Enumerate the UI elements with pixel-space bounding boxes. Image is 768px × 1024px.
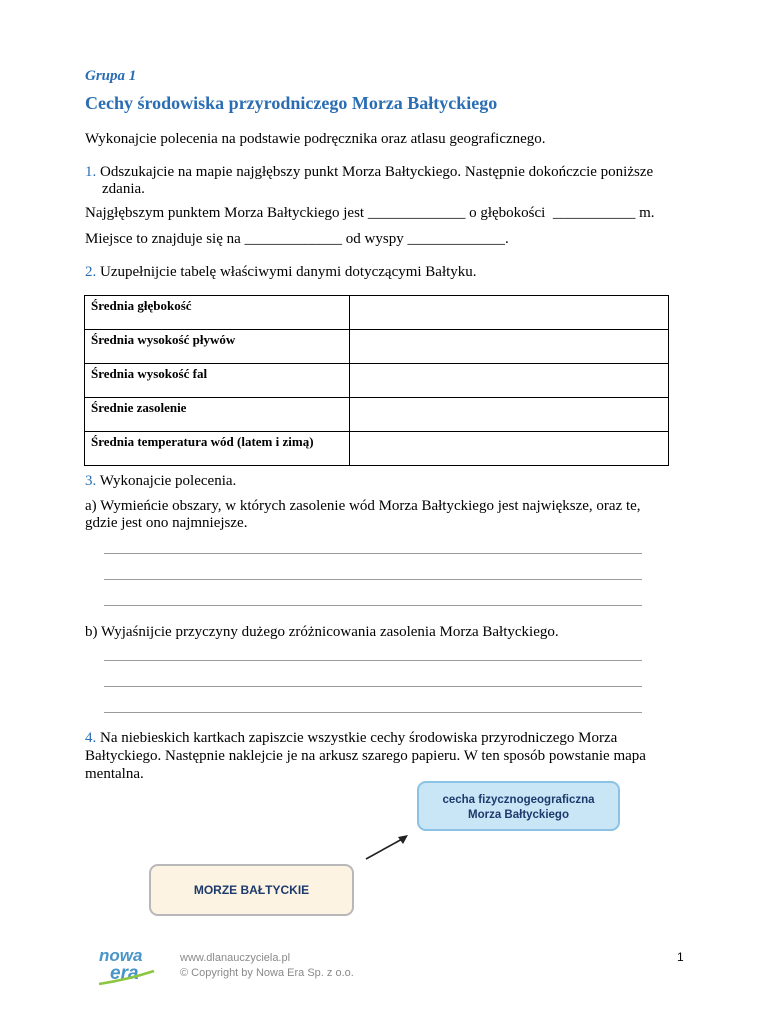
task1-sentence2 bbox=[85, 230, 509, 248]
sentence1-part-a: Najgłębszym punktem Morza Bałtyckiego jest bbox=[85, 205, 365, 221]
logo-word-nowa: nowa bbox=[99, 946, 143, 965]
sentence1-part-c: m. bbox=[639, 205, 655, 221]
answer-line[interactable] bbox=[104, 712, 642, 713]
page-title: Cechy środowiska przyrodniczego Morza Bałtyckiego bbox=[85, 93, 498, 113]
logo-word-era: era bbox=[110, 963, 139, 984]
table-row bbox=[85, 330, 669, 364]
task1-instruction bbox=[85, 163, 653, 181]
task1-number: 1. bbox=[85, 164, 97, 180]
sentence1-part-b: o głębokości bbox=[469, 205, 546, 221]
arrow-icon bbox=[360, 828, 420, 868]
deepest-point-blank[interactable]: _____________ bbox=[367, 205, 466, 221]
center-card-label: MORZE BAŁTYCKIE bbox=[193, 883, 310, 897]
task2-instruction bbox=[85, 263, 477, 281]
table-row bbox=[85, 398, 669, 432]
row-label: Średnie zasolenie bbox=[85, 398, 350, 432]
island-blank[interactable]: _____________ bbox=[407, 231, 505, 247]
feature-card-line1: cecha fizycznogeograficzna bbox=[442, 794, 595, 806]
task4-text-cont2: mentalna. bbox=[85, 766, 144, 782]
task1-text: Odszukajcie na mapie najgłębszy punkt Morza Bałtyckiego. Następnie dokończcie poniższe bbox=[100, 164, 654, 180]
table-row bbox=[85, 364, 669, 398]
table-row bbox=[85, 296, 669, 330]
row-label: Średnia głębokość bbox=[85, 296, 350, 330]
task4-instruction bbox=[85, 729, 617, 747]
answer-cell[interactable] bbox=[350, 296, 669, 330]
feature-card-line2: Morza Bałtyckiego bbox=[468, 809, 569, 821]
task3a-text: a) Wymieńcie obszary, w których zasolenie wód Morza Bałtyckiego jest największe, oraz te, bbox=[85, 498, 641, 514]
group-label: Grupa 1 bbox=[85, 68, 137, 84]
center-card bbox=[149, 864, 354, 916]
answer-line[interactable] bbox=[104, 660, 642, 661]
table-row bbox=[85, 432, 669, 466]
nowa-era-logo bbox=[96, 944, 158, 988]
task3a-text-cont: gdzie jest ono najmniejsze. bbox=[85, 515, 248, 531]
baltic-data-table bbox=[84, 295, 669, 466]
task4-text-cont: Bałtyckiego. Następnie naklejcie je na arkusz szarego papieru. W ten sposób powstanie mapa bbox=[85, 748, 646, 764]
intro-text: Wykonajcie polecenia na podstawie podręcznika oraz atlasu geograficznego. bbox=[85, 131, 546, 147]
answer-line[interactable] bbox=[104, 579, 642, 580]
sentence2-part-b: od wyspy bbox=[345, 231, 404, 247]
direction-blank[interactable]: _____________ bbox=[244, 231, 343, 247]
task4-number: 4. bbox=[85, 730, 97, 746]
task3-number: 3. bbox=[85, 473, 97, 489]
footer-copyright: © Copyright by Nowa Era Sp. z o.o. bbox=[180, 967, 354, 979]
task3b-text: b) Wyjaśnijcie przyczyny dużego zróżnicowania zasolenia Morza Bałtyckiego. bbox=[85, 624, 559, 640]
task3-text: Wykonajcie polecenia. bbox=[99, 473, 237, 489]
sentence2-part-a: Miejsce to znajduje się na bbox=[85, 231, 241, 247]
sentence2-part-c: . bbox=[504, 231, 509, 247]
answer-cell[interactable] bbox=[350, 432, 669, 466]
answer-cell[interactable] bbox=[350, 330, 669, 364]
row-label: Średnia wysokość pływów bbox=[85, 330, 350, 364]
task2-text: Uzupełnijcie tabelę właściwymi danymi dotyczącymi Bałtyku. bbox=[100, 264, 477, 280]
answer-cell[interactable] bbox=[350, 364, 669, 398]
task3-instruction bbox=[85, 472, 236, 490]
task4-text: Na niebieskich kartkach zapiszcie wszystkie cechy środowiska przyrodniczego Morza bbox=[100, 730, 618, 746]
row-label: Średnia wysokość fal bbox=[85, 364, 350, 398]
task1-sentence1 bbox=[85, 204, 655, 222]
answer-line[interactable] bbox=[104, 605, 642, 606]
footer-url[interactable]: www.dlanauczyciela.pl bbox=[180, 952, 291, 964]
answer-line[interactable] bbox=[104, 686, 642, 687]
answer-cell[interactable] bbox=[350, 398, 669, 432]
task1-text-cont: zdania. bbox=[102, 181, 145, 197]
answer-line[interactable] bbox=[104, 553, 642, 554]
depth-blank[interactable]: ___________ bbox=[552, 205, 636, 221]
task2-number: 2. bbox=[85, 264, 97, 280]
page-number: 1 bbox=[677, 950, 684, 964]
row-label: Średnia temperatura wód (latem i zimą) bbox=[85, 432, 350, 466]
feature-card bbox=[417, 781, 620, 831]
